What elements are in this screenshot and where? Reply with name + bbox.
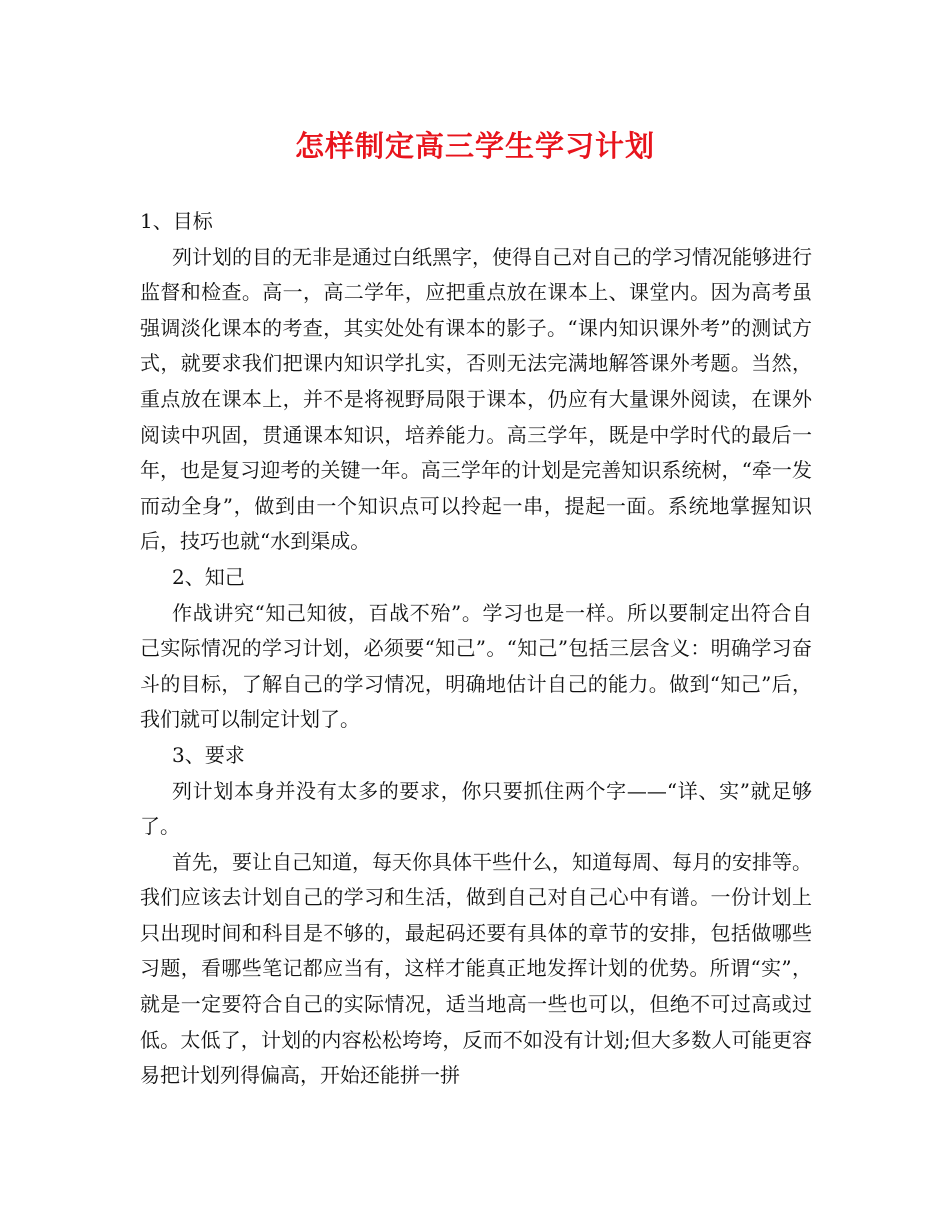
paragraph-goal: 列计划的目的无非是通过白纸黑字，使得自己对自己的学习情况能够进行监督和检查。高一，高二学年，应把重点放在课本上、课堂内。因为高考虽强调淡化课本的考查，其实处处有课本的影子。“课内知识课外考”的测试方式，就要求我们把课内知识学扎实，否则无法完满地解答课外考题。当然，重点放在课本上，并不是将视野局限于课本，仍应有大量课外阅读，在课外阅读中巩固，贯通课本知识，培养能力。高三学年，既是中学时代的最后一年，也是复习迎考的关键一年。高三学年的计划是完善知识系统树，“牵一发而动全身”，做到由一个知识点可以拎起一串，提起一面。系统地掌握知识后，技巧也就“水到渠成。 [140, 244, 812, 554]
paragraph-know-yourself: 作战讲究“知己知彼，百战不殆”。学习也是一样。所以要制定出符合自己实际情况的学习计划，必须要“知己”。“知己”包括三层含义：明确学习奋斗的目标，了解自己的学习情况，明确地估计自己的能力。做到“知己”后，我们就可以制定计划了。 [140, 600, 812, 732]
section-heading-requirements: 3、要求 [172, 742, 245, 767]
paragraph-requirements: 列计划本身并没有太多的要求，你只要抓住两个字——“详、实”就足够了。 [140, 778, 812, 839]
document-body [140, 204, 812, 1094]
document-title: 怎样制定高三学生学习计划 [294, 129, 655, 163]
section-heading-goal: 1、目标 [140, 209, 213, 233]
paragraph-details: 首先，要让自己知道，每天你具体干些什么，知道每周、每月的安排等。我们应该去计划自己的学习和生活，做到自己对自己心中有谱。一份计划上只出现时间和科目是不够的，最起码还要有具体的章节的安排，包括做哪些习题，看哪些笔记都应当有，这样才能真正地发挥计划的优势。所谓“实”，就是一定要符合自己的实际情况，适当地高一些也可以，但绝不可过高或过低。太低了，计划的内容松松垮垮，反而不如没有计划;但大多数人可能更容易把计划列得偏高，开始还能拼一拼 [140, 849, 812, 1088]
section-heading-know-yourself: 2、知己 [172, 564, 245, 589]
